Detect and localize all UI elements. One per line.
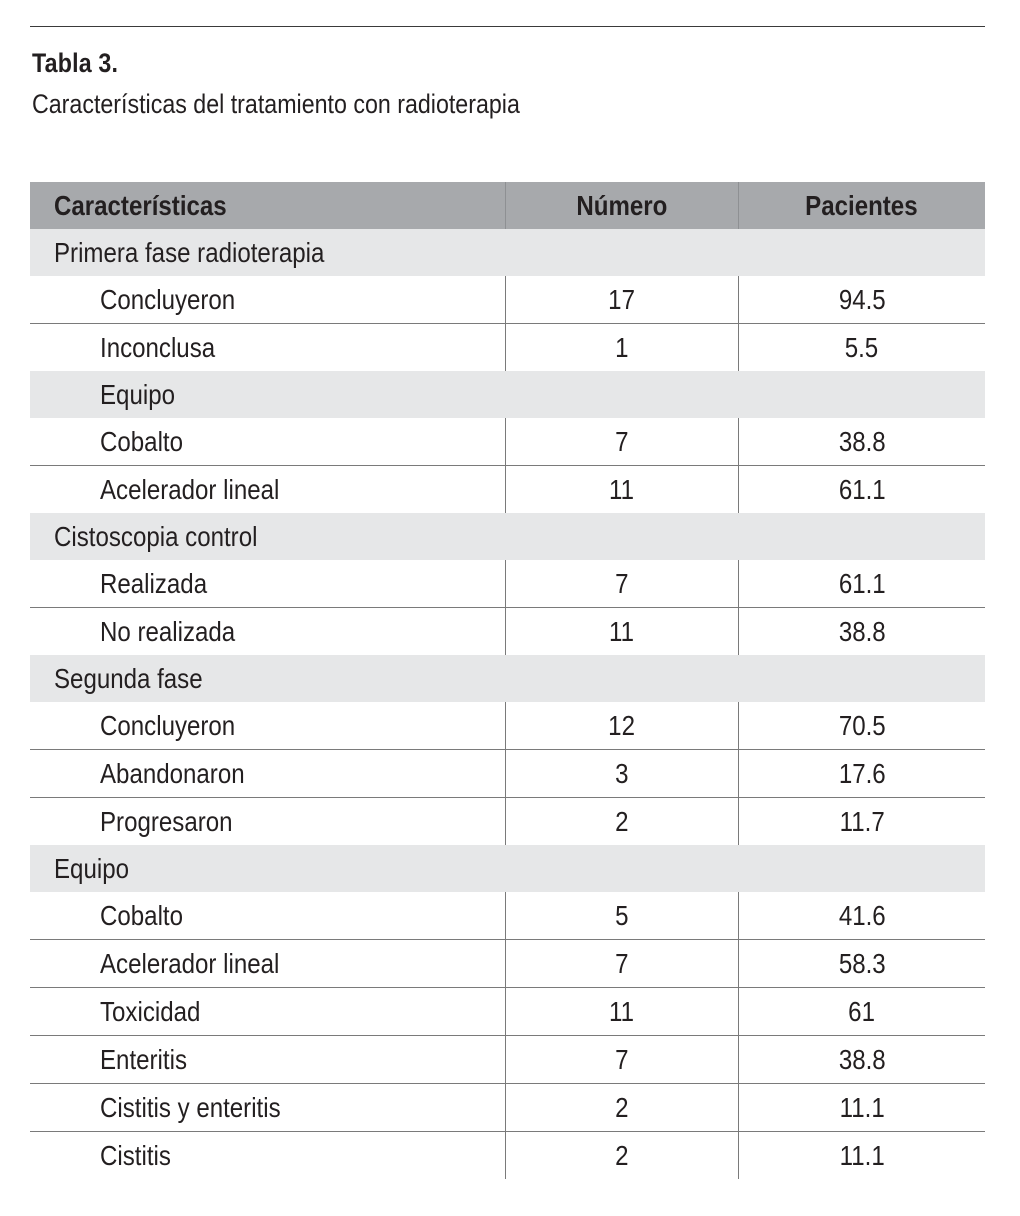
column-header-pacientes: Pacientes [738,182,985,229]
numero-cell: 2 [505,798,738,846]
row-label: Cistitis y enteritis [30,1084,505,1132]
section-row [30,513,985,560]
row-label: Acelerador lineal [100,473,280,505]
row-label: Enteritis [30,1036,505,1084]
pacientes-cell: 38.8 [738,608,985,656]
table-row [30,324,985,372]
pacientes-cell: 61.1 [738,560,985,608]
table-row [30,1036,985,1084]
table-body [30,229,985,1179]
row-label: Inconclusa [100,331,216,363]
pacientes-cell: 11.1 [738,1132,985,1180]
numero-cell: 7 [505,1036,738,1084]
subsection-row [30,371,985,418]
data-table [30,182,985,1179]
row-label: Acelerador lineal [30,940,505,988]
table-row [30,750,985,798]
numero-cell: 12 [505,702,738,750]
row-label: Abandonaron [30,750,505,798]
row-label: Toxicidad [30,988,505,1036]
table-header-row [30,182,985,229]
table-row [30,466,985,514]
table-row [30,892,985,940]
numero-cell: 7 [505,940,738,988]
pacientes-cell: 11.1 [738,1084,985,1132]
section-label: Equipo [30,371,985,418]
numero-cell: 17 [505,276,738,324]
numero-cell: 2 [505,1084,738,1132]
column-header-caracteristicas: Características [30,182,505,229]
table-row [30,608,985,656]
row-label: Cobalto [30,892,505,940]
numero-cell: 11 [505,988,738,1036]
section-row [30,845,985,892]
row-label: Cobalto [30,418,505,466]
table-label: Tabla 3. [32,48,119,78]
section-label: Equipo [30,845,985,892]
row-label: Progresaron [100,805,233,837]
numero-cell: 5 [505,892,738,940]
pacientes-cell: 61 [738,988,985,1036]
top-rule [30,26,985,27]
section-label: Cistoscopia control [30,513,985,560]
section-label: Primera fase radioterapia [30,229,985,276]
table-row [30,1084,985,1132]
numero-cell: 7 [505,560,738,608]
pacientes-cell: 94.5 [738,276,985,324]
pacientes-cell: 17.6 [738,750,985,798]
pacientes-cell: 58.3 [738,940,985,988]
pacientes-cell: 38.8 [738,418,985,466]
row-label: No realizada [100,615,236,647]
pacientes-cell: 38.8 [738,1036,985,1084]
pacientes-cell: 61.1 [738,466,985,514]
table-row [30,940,985,988]
section-row [30,655,985,702]
table-caption: Características del tratamiento con radioterapia [32,89,520,119]
row-label: Concluyeron [30,276,505,324]
table-row [30,988,985,1036]
numero-cell: 11 [505,466,738,514]
pacientes-cell: 11.7 [738,798,985,846]
numero-cell: 7 [505,418,738,466]
table-row [30,560,985,608]
table-row [30,702,985,750]
pacientes-cell: 70.5 [738,702,985,750]
table-row [30,798,985,846]
table-row [30,1132,985,1180]
row-label: Cistitis [100,1139,171,1171]
numero-cell: 1 [505,324,738,372]
column-header-numero: Número [505,182,738,229]
numero-cell: 11 [505,608,738,656]
table-row [30,276,985,324]
section-row [30,229,985,276]
row-label: Realizada [30,560,505,608]
section-label: Segunda fase [30,655,985,702]
table-row [30,418,985,466]
pacientes-cell: 41.6 [738,892,985,940]
pacientes-cell: 5.5 [738,324,985,372]
numero-cell: 3 [505,750,738,798]
numero-cell: 2 [505,1132,738,1180]
row-label: Concluyeron [30,702,505,750]
